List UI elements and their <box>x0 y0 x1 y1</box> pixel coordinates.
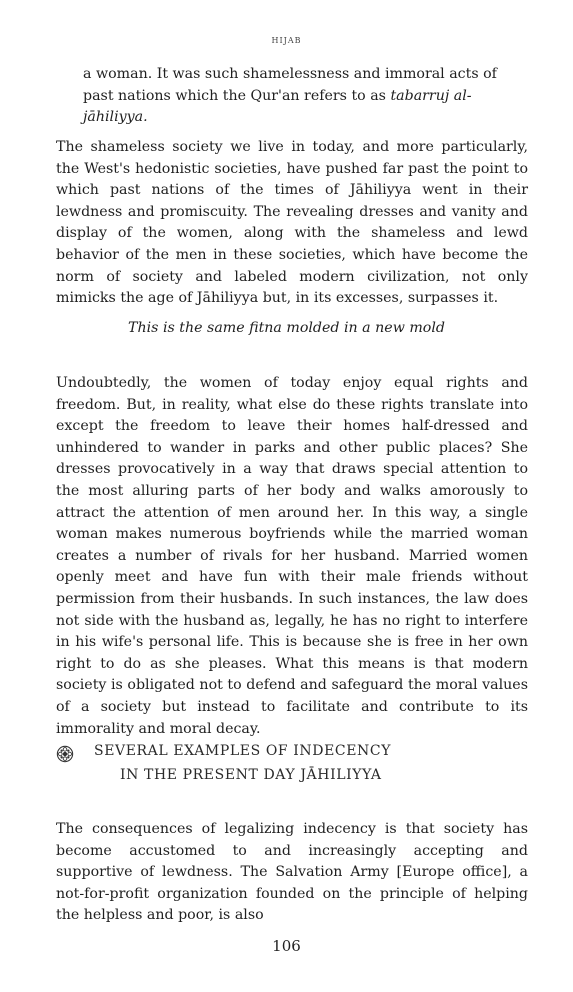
flower-ornament-icon <box>56 745 74 763</box>
section-heading-line-1: SEVERAL EXAMPLES OF INDECENCY <box>94 743 392 759</box>
opening-paragraph <box>83 64 523 129</box>
page-number: 106 <box>272 937 301 955</box>
paragraph-women-rights: Undoubtedly, the women of today enjoy equal rights and freedom. But, in reality, what else do these rights translate into except the freedom to leave their homes half-dressed and unhindered to wander in parks and other public places? She dresses provocatively in a way that draws special attention to the most alluring parts of her body and walks amorously to attract the attention of men around her. In this way, a single woman makes numerous boyfriends while the married woman creates a number of rivals for her husband. Married women openly meet and have fun with their male friends without permission from their husbands. In such instances, the law does not side with the husband as, legally, he has no right to interfere in his wife's personal life. This is because she is free in her own right to do as she pleases. What this means is that modern society is obligated not to defend and safeguard the moral values of a society but instead to facilitate and contribute to its immorality and moral decay. <box>56 375 528 737</box>
section-heading-line-2: IN THE PRESENT DAY JĀHILIYYA <box>120 767 382 783</box>
paragraph-shameless-society: The shameless society we live in today, and more particularly, the West's hedonistic societies, have pushed far past the point to which past nations of the times of Jāhiliyya went in their lewdness and promiscuity. The revealing dresses and vanity and display of the women, along with the shameless and lewd behavior of the men in these societies, which have become the norm of society and labeled modern civilization, not only mimicks the age of Jāhiliyya but, in its excesses, surpasses it. <box>56 139 528 307</box>
paragraph-consequences: The consequences of legalizing indecency is that society has become accustomed to and increasingly accepting and supportive of lewdness. The Salvation Army [Europe office], a not-for-profit organization founded on the principle of helping the helpless and poor, is also <box>56 821 528 924</box>
running-head: HIJAB <box>271 36 302 45</box>
opening-paragraph-text: a woman. It was such shamelessness and immoral acts of past nations which the Qur'an refers to as <box>83 66 497 104</box>
opening-paragraph-term: tabarruj al-jāhiliyya. <box>83 87 472 126</box>
centered-italic-line: This is the same fitna molded in a new mold <box>128 320 445 336</box>
